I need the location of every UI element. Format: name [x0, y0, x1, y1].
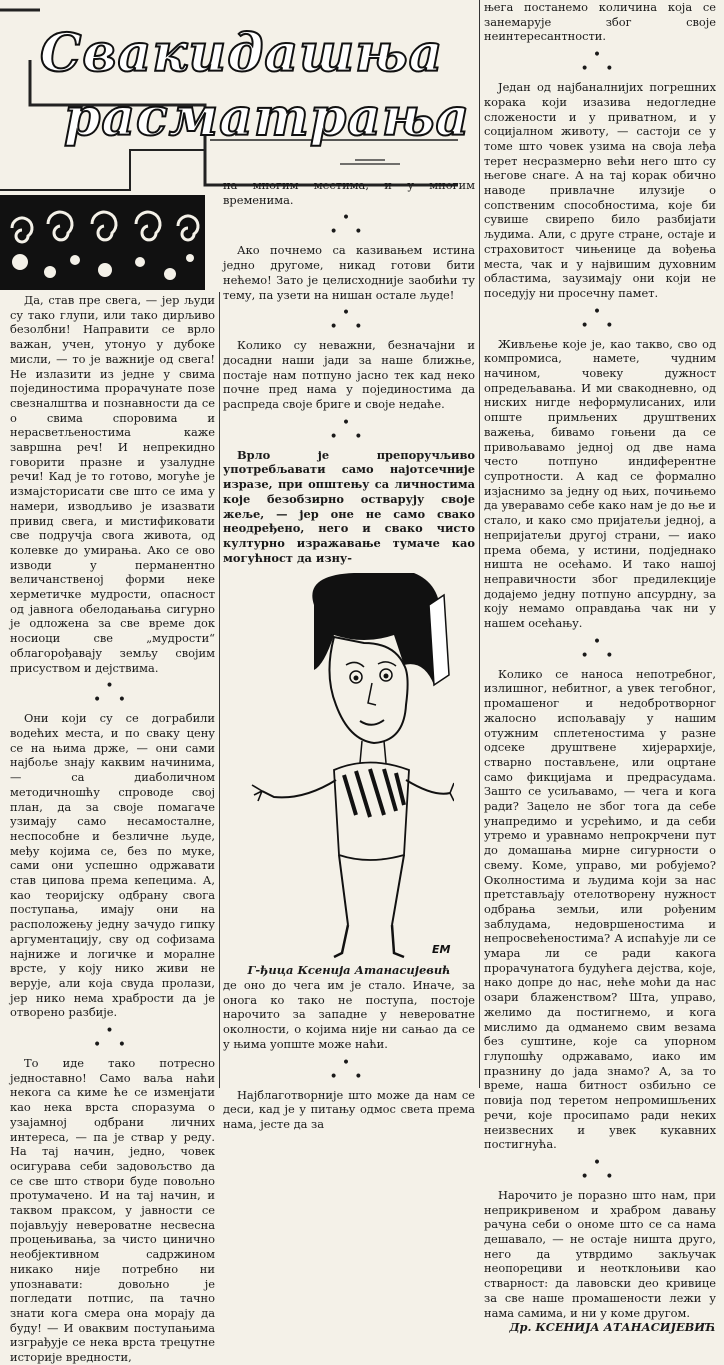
- column-2: [223, 178, 475, 1132]
- artist-signature: ЕМ: [432, 943, 451, 957]
- paragraph: То иде тако потресно једноставно! Само ваља наћи некога са киме ће се изменјати као нека врста споразума о узајамној одбрани личних интереса, — па је ствар у реду. На тај начин, једно, човек осигурава себи задовољство да се све што створи буде повољно протумачено. И на тај начин, и таквом праксом, у јавности се појављују невероватне несвесна процењивања, за чисто цинично необјективном садржином никако није потребно ни упознавати: довољно је погледати потпис, па тачно знати кога смера она морају да буду! — И оваквим поступањима изграђује се нека врста трецутне историје вредности,: [10, 1056, 215, 1365]
- paragraph: Да, став пре свега, — јер људи су тако глупи, или тако дирљиво безолбни! Направити се врло важан, учен, утонуо у дубоке мисли, — то је важније од свега! Не излазити из једне у свима појединостима прорачунате позе свезналштва и познавности да се о свима споровима и нерасветљеностима каже завршна реч! И непрекидно говорити празне и узалудне речи! Кад је то готово, могуће је измајсторисати све што се има у намери, изводљиво је изазвати привид свега, и мистификовати све подручја свога живота, од колевке до умирања. Ако се ово изводи у перманентно величанственој форми неке херметичке мудрости, опасност од јавнога обелодањања сигурно је одложена за све време док носиоци све „мудрости“ облагорођавају земљу својим присуством и дејствима.: [10, 293, 215, 675]
- paragraph: Живљење које је, као такво, сво од компромиса, наметe, чудним начином, човеку дужност опредељавања. И ми свакодневно, од ниских нигде неформулисаних, или опште примљених друштвених важења, бивамо гоњени да се привољавамо једној од две нама често потпуно индиферентне супротности. А кад се формално изјаснимо за једну од њих, почињемо да уверавамо себе како нам је до ње и стало, и како смо пријатељи једној, а непријатељи другој страни, — иако према обема, у истини, подједнако ништа не осећамо. И тако нашој неправичности због предилекције додајемо једну потпуно апсурдну, за коју немамо оправдања чак ни у нашем осећању.: [484, 336, 716, 631]
- title-line-2: расматрања: [64, 87, 471, 148]
- column-3: [484, 0, 716, 1335]
- paragraph: Они који су се дограбили водећих места, и по сваку цену се на њима држе, — они сами најбоље знају каквим начинима, — са диаболичном методичношћу спроводе свој план, да за своје помагаче узимају само несамосталне, неспособне и безличне људе, међу којима се, без по муке, сами они успешно одржавати став ципова према кепецима. А, као теоријску одбрану свога поступања, имају они на расположењу једну зачудо гипку аргументацију, сву од софизама најниже и логичке и моралне врсте, у коју нико живи не верује, али која свуда пролази, јер нико нема храбрости да је отворено разбије.: [10, 711, 215, 1020]
- title-line-1: Свакидашња: [40, 23, 444, 84]
- paragraph: Нарочито је поразно што нам, при неприкривеном и храбром давању рачуна себи о ономе што се са нама дешавало, — не остаје ништа друго, него да утврдимо закључак неопорециви и неотклоњиви као стварност: да лавовски део кривице за све наше промашености лежи у нама самима, и ни у коме другом.: [484, 1187, 716, 1320]
- dots-separator: • • •: [329, 210, 369, 241]
- paragraph: на многим местима, и у многим временима.: [223, 178, 475, 207]
- column-divider: [479, 0, 480, 1088]
- dots-separator: • • •: [329, 414, 369, 445]
- paragraph: Најблаготворније што може да нам се деси, кад је у питању одмос света према нама, јесте да за: [223, 1087, 475, 1131]
- dots-separator: • • •: [93, 1023, 132, 1054]
- portrait-icon: [244, 565, 454, 963]
- dots-separator: • • •: [329, 1054, 369, 1085]
- dots-separator: • • •: [580, 47, 620, 78]
- dots-separator: • • •: [93, 678, 132, 709]
- paragraph: Ако почнемо са казивањем истина једно другоме, никад готови бити нећемо! Зато је целисходније заобићи ту тему, па узети на нишан остале људе!: [223, 243, 475, 302]
- paragraph: њега постанемо количина која се занемарује због своје неинтересантности.: [484, 0, 716, 44]
- column-1: [10, 293, 215, 1365]
- paragraph: Колико су неважни, безначајни и досадни наши јади за наше ближње, постаје нам потпуно јасно тек кад неко почне пред нама у појединостима да распреда своје бриге и своје недаће.: [223, 338, 475, 412]
- paragraph: Један од најбаналнијих погрешних корака који изазива недогледне сложености и у приватном, и у социјалном животу, — састоји се у томе што човек узима на своја леђа терет несразмерно већи него што су његове снаге. А на тај корак обично наводе привлачне илузије о сопственим способностима, које би сувише свирепо било разбијати људима. Али, с друге стране, остаје и страховитост чињенице да вођења места, чак и у највишим духовним областима, заузимају они који не поседују ни просечну памет.: [484, 80, 716, 300]
- column-divider: [219, 292, 220, 1088]
- portrait-caption: Г-ђица Ксенија Атанасијевић: [247, 963, 451, 978]
- paragraph: Врло је препоручљиво употребљавати само најотсечније изразе, при општењу са личностима које безобзирно остварују своје жеље, — јер оне не само свако неодређено, него и свако чисто културно изражавање тумаче као могућност да изну-: [223, 447, 475, 565]
- paragraph: Колико се наноса непотребног, излишног, небитног, а увек тегобног, промашеног и недобротворног жалосно испољавају у нашим отужним сплетеностима у разне одсеке друштвене хијерархије, стварно постављене, или оцртане само фикцијама и предрасудама. Зашто се усиљавамо, — чега и кога ради? Зацело не због тога да себе унапредимо и усрећимо, и да себи утремо и уравнамо непрокрчени пут до домашања мирне сигурности о свему. Коме, управо, ми робујемо? Околностима и људима који за нас претстављају отелотворену нужност одбрања земљи, или рођеним заблудама, недовршеностима и непросвећеностима? А испаћује ли се умара ли се ради какога прорачунатога будућега дејства, које, нако допре до нас, неће моћи да нас озари блаженством? Шта, управо, желимо да постигнемо, и кога мислимо да одманемо свим везама без суштине, које са упорном глупошћу одржавамо, иако им празнину до јада знамо? А, за то време, наша битност озбиљно се повија под теретом непромишљених речи, које просипамо ради неких неизвесних и увек кукавних постигнућа.: [484, 666, 716, 1152]
- dots-separator: • • •: [329, 305, 369, 336]
- author-signature: Др. КСЕНИЈА АТАНАСИЈЕВИЋ: [509, 1320, 716, 1335]
- paragraph: де оно до чега им је стало. Иначе, за онога ко тако не поступа, постоје нарочито за западне у невероватне околности, о којима није ни сањао да се у њима уопште може наћи.: [223, 978, 475, 1051]
- dots-separator: • • •: [580, 633, 620, 664]
- dots-separator: • • •: [580, 1154, 620, 1185]
- dots-separator: • • •: [580, 303, 620, 334]
